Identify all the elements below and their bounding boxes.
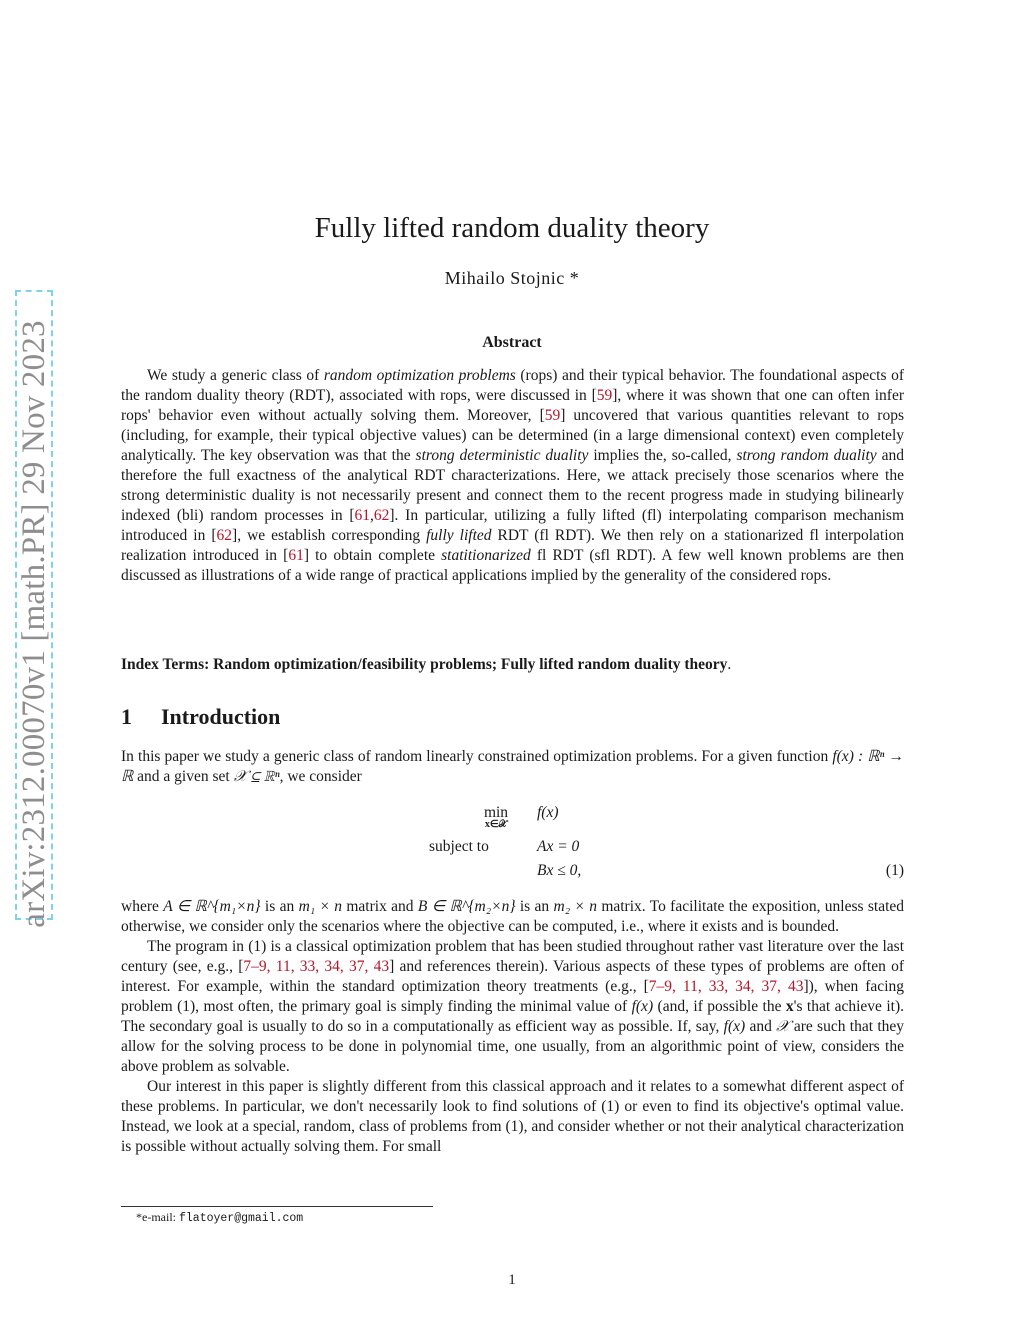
text-run: implies the, so-called, (588, 447, 737, 464)
text-run: ]), when facing problem (1), most often, the primary goal is simply finding the minimal value of (121, 978, 904, 1015)
text-run: ] and references therein). Various aspects of these types of problems are often of interest. For example, within the standard optimization theory treatments (e.g., [ (121, 958, 904, 995)
constraint-expression: Bx ≤ 0, (537, 862, 582, 879)
intro-paragraph (121, 747, 904, 787)
footnote-rule (121, 1206, 433, 1207)
text-run: is an (515, 898, 554, 915)
math-inline: f(x) (631, 998, 654, 1015)
text-run: matrix. To facilitate the exposition, unless stated otherwise, we consider only the scenarios where the objective can be computed, i.e., where it exists and is bounded. (121, 898, 905, 935)
math-inline: 𝒳 ⊆ ℝⁿ (233, 768, 280, 785)
text-run: matrix and (342, 898, 418, 915)
equation-1 (121, 804, 904, 884)
equation-constraint-1 (537, 838, 579, 856)
equation-number: (1) (885, 862, 904, 879)
emphasis: strong deterministic duality (415, 447, 589, 464)
text-run: ] uncovered that various quantities relevant to rops (including, for example, their typical objective values) can be determined (in a large dimensional context) even completely analytically. The key observation was that the (121, 407, 905, 464)
author-name: Mihailo Stojnic * (444, 268, 580, 288)
text-run: In this paper we study a generic class of random linearly constrained optimization problems. For a given function (121, 748, 833, 765)
equation-subject-to: subject to (429, 838, 489, 855)
text-run: ], we establish corresponding (232, 527, 427, 544)
citation-link[interactable]: 7–9, 11, 33, 34, 37, 43 (648, 978, 804, 995)
text-run: fl RDT (sfl RDT). A few well known problems are then discussed as illustrations of a wide range of practical applications implied by the generality of the considered rops. (121, 547, 904, 584)
footnote-label: *e-mail: (136, 1210, 179, 1224)
text-run: The program in (1) is a classical optimization problem that has been studied throughout rather vast literature over the last century (see, e.g., [ (121, 938, 904, 975)
text-run: ], where it was shown that one can often infer rops' behavior even without actually solving them. Moreover, [ (121, 387, 904, 424)
math-inline: m₁ × n (298, 898, 343, 915)
min-subscript: x∈𝒳 (484, 819, 508, 830)
text-run: We study a generic class of (147, 367, 324, 384)
section-number: 1 (121, 704, 132, 729)
math-inline: A ∈ ℝ^{m₁×n} (163, 898, 261, 915)
paragraph (121, 897, 904, 937)
text-run: where (121, 898, 164, 915)
text-run: ]. In particular, utilizing a fully lifted (fl) interpolating comparison mechanism introduced in [ (121, 507, 904, 544)
math-inline: x (785, 998, 794, 1015)
paragraph (121, 937, 904, 1077)
text-run: , (370, 507, 374, 524)
text-run: is an (260, 898, 299, 915)
equation-constraint-2 (537, 862, 581, 880)
citation-link[interactable]: 59 (596, 387, 613, 404)
arxiv-stamp-text: arXiv:2312.00070v1 [math.PR] 29 Nov 2023 (16, 320, 52, 928)
math-inline: m₂ × n (553, 898, 597, 915)
emphasis: strong random duality (736, 447, 877, 464)
abstract-heading: Abstract (482, 334, 542, 351)
math-inline: f(x) : ℝⁿ → ℝ (121, 748, 904, 785)
objective-expression: f(x) (537, 804, 559, 821)
math-inline: f(x) (723, 1018, 746, 1035)
footnote-email[interactable]: flatoyer@gmail.com (178, 1212, 304, 1225)
footnote (136, 1210, 303, 1225)
section-heading (121, 704, 280, 730)
paragraph: Our interest in this paper is slightly different from this classical approach and it relates to a somewhat different aspect of these problems. In particular, we don't necessarily look to find solutions of (1) or even to find its objective's optimal value. Instead, we look at a special, random, class of problems from (1), and consider whether or not their analytical characterization is possible without actually solving them. For small (121, 1078, 904, 1155)
text-run: RDT (fl RDT). We then rely on a stationarized fl interpolation realization introduced in [ (121, 527, 904, 564)
section-title: Introduction (161, 704, 281, 729)
text-run: ] to obtain complete (303, 547, 442, 564)
citation-link[interactable]: 61 (288, 547, 304, 564)
equation-min (476, 804, 516, 830)
paper-title: Fully lifted random duality theory (314, 212, 710, 244)
citation-link[interactable]: 7–9, 11, 33, 34, 37, 43 (243, 958, 390, 975)
math-inline: 𝒳 (776, 1018, 790, 1035)
emphasis: statitionarized (441, 547, 531, 564)
text-run: 's that achieve it). The secondary goal is usually to do so in a computationally as efficient way as possible. If, say, (121, 998, 904, 1035)
body-text (121, 897, 904, 1157)
text-run: are such that they allow for the solving process to be done in polynomial time, one usually, from an algorithmic point of view, considers the above problem as solvable. (121, 1018, 905, 1075)
emphasis: fully lifted (426, 527, 492, 544)
text-run: and a given set (133, 768, 234, 785)
text-run: . (727, 656, 732, 673)
text-run: and therefore the full exactness of the analytical RDT characterizations. Here, we attack precisely those scenarios where the strong deterministic duality is not necessarily present and connect them to the recent progress made in studying bilinearly indexed (bli) random processes in [ (121, 447, 904, 524)
citation-link[interactable]: 62 (216, 527, 233, 544)
text-run: and (745, 1018, 777, 1035)
citation-link[interactable]: 61 (354, 507, 371, 524)
equation-objective (537, 804, 559, 822)
abstract-text (121, 366, 904, 586)
page-number: 1 (508, 1272, 516, 1288)
arxiv-stamp[interactable] (5, 290, 61, 928)
math-inline: B ∈ ℝ^{m₂×n} (417, 898, 516, 915)
constraint-expression: Ax = 0 (537, 838, 580, 855)
index-terms-text: Index Terms: Random optimization/feasibility problems; Fully lifted random duality theory (121, 656, 728, 673)
index-terms (121, 656, 904, 674)
text-run: , we consider (279, 768, 362, 785)
emphasis: random optimization problems (323, 367, 516, 384)
text-run: (and, if possible the (653, 998, 786, 1015)
citation-link[interactable]: 62 (373, 507, 390, 524)
min-operator: min (483, 804, 509, 821)
citation-link[interactable]: 59 (544, 407, 561, 424)
text-run: (rops) and their typical behavior. The foundational aspects of the random duality theory (RDT), associated with rops, were discussed in [ (121, 367, 904, 404)
